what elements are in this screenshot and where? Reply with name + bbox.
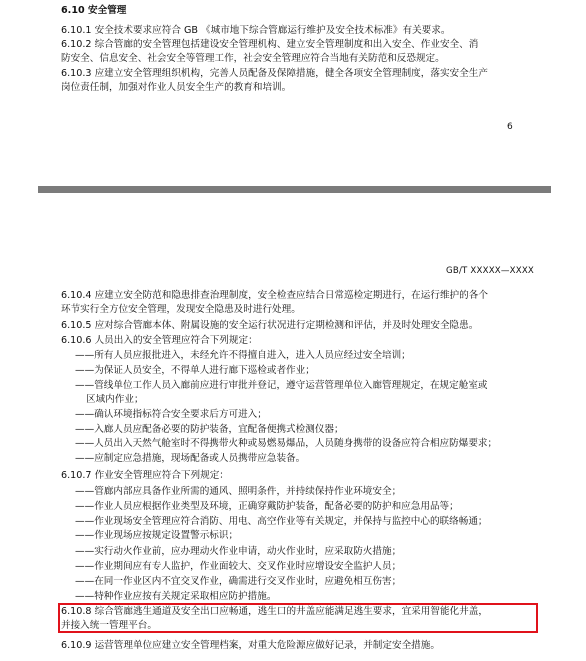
clause-6-10-6: 6.10.6 人员出入的安全管理应符合下列规定： <box>61 335 258 346</box>
section-heading: 6.10 安全管理 <box>61 5 127 16</box>
list-item: ——作业现场应按规定设置警示标识； <box>75 530 239 541</box>
clause-6-10-3-cont: 岗位责任制，加强对作业人员安全生产的教育和培训。 <box>61 82 292 93</box>
clause-6-10-3: 6.10.3 应建立安全管理组织机构，完善人员配备及保障措施，健全各项安全管理制度，落实安全生产 <box>61 68 488 79</box>
list-item: ——管廊内部应具备作业所需的通风、照明条件，并持续保持作业环境安全； <box>75 486 402 497</box>
clause-6-10-8: 6.10.8 综合管廊逃生通道及安全出口应畅通，逃生口的井盖应能满足逃生要求，宜采用智能化井盖， <box>61 606 488 617</box>
list-item: ——所有人员应报批进入，未经允许不得擅自进入，进入人员应经过安全培训； <box>75 350 411 361</box>
clause-6-10-4-cont: 环节实行全方位安全管理，发现安全隐患及时进行处理。 <box>61 304 301 315</box>
clause-6-10-8-cont: 并接入统一管理平台。 <box>61 620 157 631</box>
list-item: ——管线单位工作人员入廊前应进行审批并登记，遵守运营管理单位入廊管理规定，在规定舱室或 <box>75 380 488 391</box>
list-item: ——实行动火作业前，应办理动火作业申请，动火作业时，应采取防火措施； <box>75 546 402 557</box>
list-item: ——确认环境指标符合安全要求后方可进入； <box>75 409 267 420</box>
clause-6-10-1: 6.10.1 安全技术要求应符合 GB 《城市地下综合管廊运行维护及安全技术标准》有关要求。 <box>61 25 451 36</box>
list-item: ——应制定应急措施，现场配备或人员携带应急装备。 <box>75 453 306 464</box>
list-item-cont: 区域内作业； <box>86 394 144 405</box>
page-divider <box>38 186 551 193</box>
standard-code-header: GB/T XXXXX—XXXX <box>446 266 535 276</box>
clause-6-10-5: 6.10.5 应对综合管廊本体、附属设施的安全运行状况进行定期检测和评估，并及时处理安全隐患。 <box>61 320 479 331</box>
document-page-top <box>0 0 586 186</box>
clause-6-10-7: 6.10.7 作业安全管理应符合下列规定： <box>61 470 229 481</box>
list-item: ——为保证人员安全，不得单人进行廊下巡检或者作业； <box>75 365 315 376</box>
list-item: ——作业期间应有专人监护，作业面较大、交叉作业时应增设安全监护人员； <box>75 561 402 572</box>
page-number: 6 <box>507 122 513 132</box>
list-item: ——作业人员应根据作业类型及环境，正确穿戴防护装备，配备必要的防护和应急用品等； <box>75 501 459 512</box>
list-item: ——在同一作业区内不宜交叉作业，确需进行交叉作业时，应避免相互伤害； <box>75 576 402 587</box>
list-item: ——特种作业应按有关规定采取相应防护措施。 <box>75 591 277 602</box>
clause-6-10-4: 6.10.4 应建立安全防范和隐患排查治理制度，安全检查应结合日常巡检定期进行，在运行维护的各个 <box>61 290 488 301</box>
list-item: ——作业现场安全管理应符合消防、用电、高空作业等有关规定，并保持与监控中心的联络畅通； <box>75 516 488 527</box>
list-item: ——入廊人员应配备必要的防护装备，宜配备便携式检测仪器； <box>75 424 344 435</box>
clause-6-10-2: 6.10.2 综合管廊的安全管理包括建设安全管理机构、建立安全管理制度和出入安全、作业安全、消 <box>61 39 479 50</box>
clause-6-10-9: 6.10.9 运营管理单位应建立安全管理档案，对重大危险源应做好记录，并制定安全措施。 <box>61 640 440 651</box>
clause-6-10-2-cont: 防安全、信息安全、社会安全等管理工作，社会安全管理应符合当地有关防范和反恐规定。 <box>61 53 445 64</box>
list-item: ——人员出入天然气舱室时不得携带火种或易燃易爆品，人员随身携带的设备应符合相应防爆要求； <box>75 438 498 449</box>
